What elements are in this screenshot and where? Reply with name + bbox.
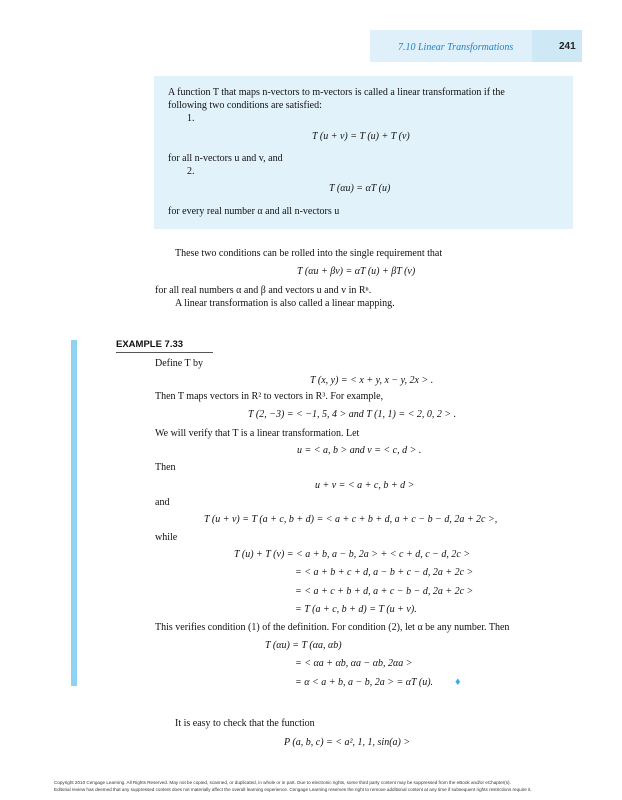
example-scalar-line3: = α < a + b, a − b, 2a > = αT (u). <box>295 677 434 688</box>
example-condition-two-text: This verifies condition (1) of the definition. For condition (2), let α be any number. Then <box>155 622 510 633</box>
condition-1-scope: for all n-vectors u and v, and <box>168 153 283 164</box>
example-title-rule <box>116 352 213 353</box>
section-title: 7.10 Linear Transformations <box>398 42 514 53</box>
example-define: Define T by <box>155 358 203 369</box>
paragraph-linear-mapping: A linear transformation is also called a linear mapping. <box>175 298 395 309</box>
copyright-line2: Editorial review has deemed that any suppressed content does not materially affect the overall learning experience. Cengage Learning reserves the right to remove additional content at any time if subsequent rights restrictions require it. <box>54 787 532 792</box>
combined-condition-equation: T (αu + βv) = αT (u) + βT (v) <box>297 266 416 277</box>
example-and: and <box>155 497 170 508</box>
example-evaluations: T (2, −3) = < −1, 5, 4 > and T (1, 1) = < 2, 0, 2 > . <box>248 409 457 420</box>
condition-2-label: 2. <box>187 166 195 177</box>
example-sum-of-t-line4: = T (a + c, b + d) = T (u + v). <box>295 604 417 615</box>
definition-intro-line1: A function T that maps n-vectors to m-vectors is called a linear transformation if the <box>168 87 505 98</box>
example-side-bar <box>71 340 77 686</box>
example-sum-of-t-line3: = < a + c + b + d, a + c − b − d, 2a + 2c > <box>295 586 474 597</box>
example-maps-text: Then T maps vectors in R² to vectors in R³. For example, <box>155 391 384 402</box>
example-let-equation: u = < a, b > and v = < c, d > . <box>297 445 422 456</box>
example-sum-of-t-line2: = < a + b + c + d, a − b + c − d, 2a + 2c > <box>295 567 474 578</box>
example-t-of-sum-equation: T (u + v) = T (a + c, b + d) = < a + c + b + d, a + c − b − d, 2a + 2c >, <box>204 514 498 525</box>
page-number: 241 <box>559 41 576 52</box>
paragraph-function-check: It is easy to check that the function <box>175 718 315 729</box>
copyright-line1: Copyright 2010 Cengage Learning. All Rights Reserved. May not be copied, scanned, or duplicated, in whole or in part. Due to electronic rights, some third party content may be suppressed from the eBook and/or eChapter(s). <box>54 780 511 785</box>
example-verify-text: We will verify that T is a linear transformation. Let <box>155 428 360 439</box>
function-p-equation: P (a, b, c) = < a², 1, 1, sin(a) > <box>284 737 411 748</box>
paragraph-scope: for all real numbers α and β and vectors u and v in Rⁿ. <box>155 285 372 296</box>
example-definition-equation: T (x, y) = < x + y, x − y, 2x > . <box>310 375 434 386</box>
condition-2-scope: for every real number α and all n-vectors u <box>168 206 340 217</box>
definition-intro-line2: following two conditions are satisfied: <box>168 100 322 111</box>
example-end-icon: ♦ <box>455 676 461 688</box>
example-sum-of-t-line1: T (u) + T (v) = < a + b, a − b, 2a > + < c + d, c − d, 2c > <box>234 549 471 560</box>
example-scalar-line1: T (αu) = T (αa, αb) <box>265 640 342 651</box>
condition-2-equation: T (αu) = αT (u) <box>329 183 391 194</box>
example-sum-equation: u + v = < a + c, b + d > <box>315 480 415 491</box>
example-then: Then <box>155 462 176 473</box>
condition-1-equation: T (u + v) = T (u) + T (v) <box>312 131 410 142</box>
example-title: EXAMPLE 7.33 <box>116 339 184 350</box>
example-while: while <box>155 532 178 543</box>
paragraph-combined-intro: These two conditions can be rolled into the single requirement that <box>175 248 443 259</box>
example-scalar-line2: = < αa + αb, αa − αb, 2αa > <box>295 658 413 669</box>
condition-1-label: 1. <box>187 113 195 124</box>
